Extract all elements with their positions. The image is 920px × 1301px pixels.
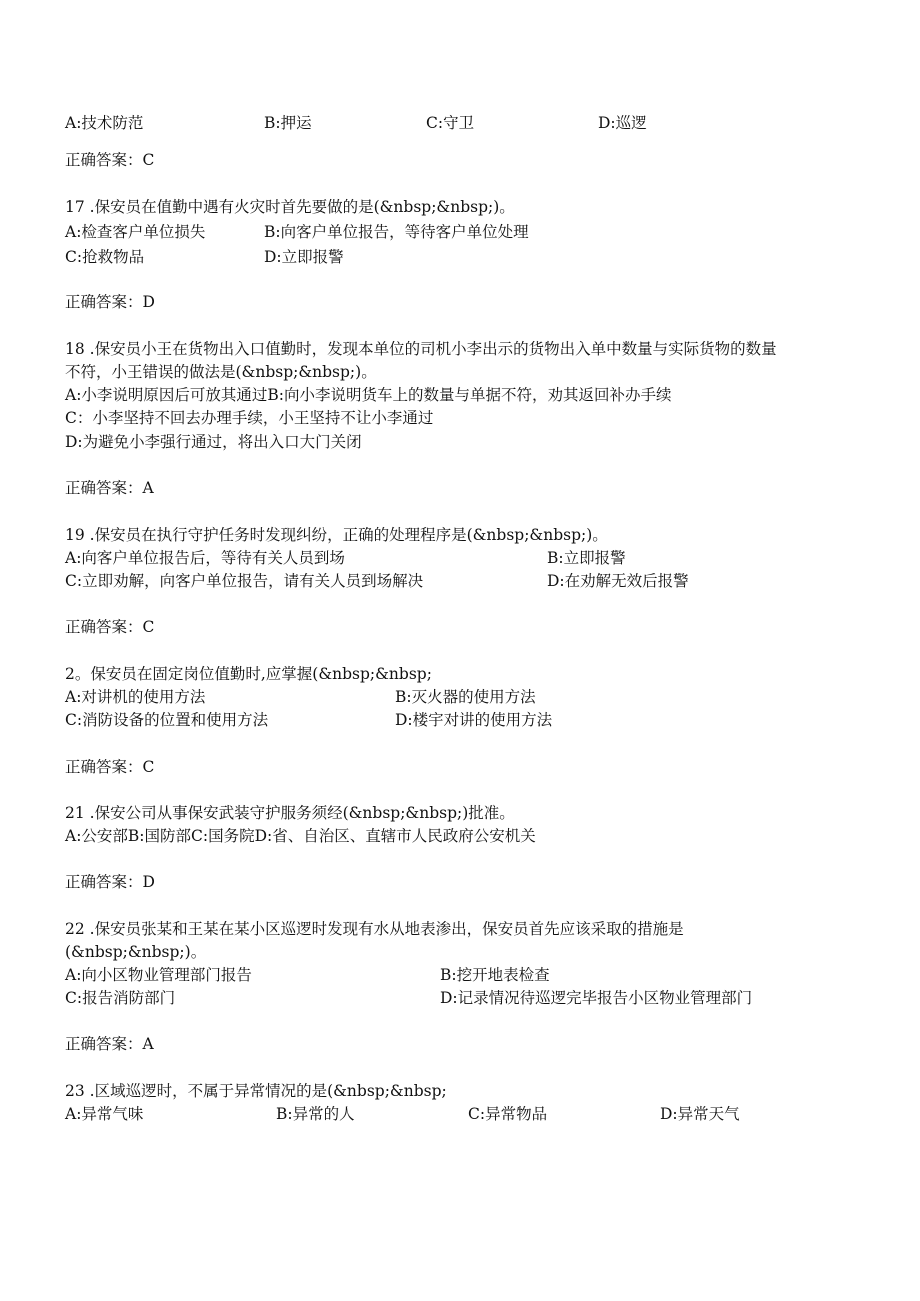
question-stem: 2。保安员在固定岗位值勤时,应掌握(&nbsp;&nbsp;: [65, 665, 432, 683]
option-b: B:挖开地表检查: [440, 966, 550, 984]
question-stem: 17 .保安员在值勤中遇有火灾时首先要做的是(&nbsp;&nbsp;)。: [65, 198, 515, 216]
option-c: C:守卫: [426, 114, 475, 132]
option-b: B:灭火器的使用方法: [395, 688, 536, 706]
option-a: A:技术防范: [65, 114, 144, 132]
option-d: D:立即报警: [264, 248, 344, 266]
option-d: D:记录情况待巡逻完毕报告小区物业管理部门: [440, 989, 753, 1007]
option-c: C：小李坚持不回去办理手续，小王坚持不让小李通过: [65, 409, 434, 427]
option-b: B:立即报警: [547, 549, 626, 567]
option-a: A:异常气味: [65, 1105, 144, 1123]
question-stem: 21 .保安公司从事保安武装守护服务须经(&nbsp;&nbsp;)批准。: [65, 804, 515, 822]
question-stem-line-1: 18 .保安员小王在货物出入口值勤时，发现本单位的司机小李出示的货物出入单中数量与实际货物的数量: [65, 340, 777, 358]
question-stem-line-2: 不符，小王错误的做法是(&nbsp;&nbsp;)。: [65, 363, 377, 381]
option-a: A:检查客户单位损失: [65, 223, 206, 241]
option-b: B:押运: [264, 114, 312, 132]
option-a: A:向客户单位报告后，等待有关人员到场: [65, 549, 345, 567]
option-c: C:报告消防部门: [65, 989, 176, 1007]
option-c: C:消防设备的位置和使用方法: [65, 711, 269, 729]
option-d: D:异常天气: [660, 1105, 740, 1123]
option-d: D:在劝解无效后报警: [547, 572, 689, 590]
option-d: D:为避免小李强行通过，将出入口大门关闭: [65, 433, 362, 451]
answer: 正确答案：C: [65, 151, 155, 169]
option-c: C:抢救物品: [65, 248, 145, 266]
option-a: A:对讲机的使用方法: [65, 688, 206, 706]
option-b: B:向客户单位报告，等待客户单位处理: [264, 223, 529, 241]
options: A:公安部B:国防部C:国务院D:省、自治区、直辖市人民政府公安机关: [65, 827, 536, 845]
option-c: C:异常物品: [468, 1105, 548, 1123]
option-d: D:巡逻: [598, 114, 647, 132]
option-b: B:异常的人: [276, 1105, 355, 1123]
option-a-b: A:小李说明原因后可放其通过B:向小李说明货车上的数量与单据不符，劝其返回补办手续: [65, 386, 672, 404]
answer: 正确答案：C: [65, 618, 155, 636]
answer: 正确答案：C: [65, 758, 155, 776]
option-d: D:楼宇对讲的使用方法: [395, 711, 553, 729]
option-a: A:向小区物业管理部门报告: [65, 966, 252, 984]
question-stem-line-2: (&nbsp;&nbsp;)。: [65, 943, 207, 961]
question-stem: 23 .区域巡逻时，不属于异常情况的是(&nbsp;&nbsp;: [65, 1082, 447, 1100]
question-stem: 19 .保安员在执行守护任务时发现纠纷，正确的处理程序是(&nbsp;&nbsp;)。: [65, 526, 608, 544]
answer: 正确答案：D: [65, 293, 155, 311]
option-c: C:立即劝解，向客户单位报告，请有关人员到场解决: [65, 572, 424, 590]
answer: 正确答案：A: [65, 479, 154, 497]
answer: 正确答案：A: [65, 1035, 154, 1053]
answer: 正确答案：D: [65, 873, 155, 891]
question-stem-line-1: 22 .保安员张某和王某在某小区巡逻时发现有水从地表渗出，保安员首先应该采取的措施是: [65, 920, 684, 938]
